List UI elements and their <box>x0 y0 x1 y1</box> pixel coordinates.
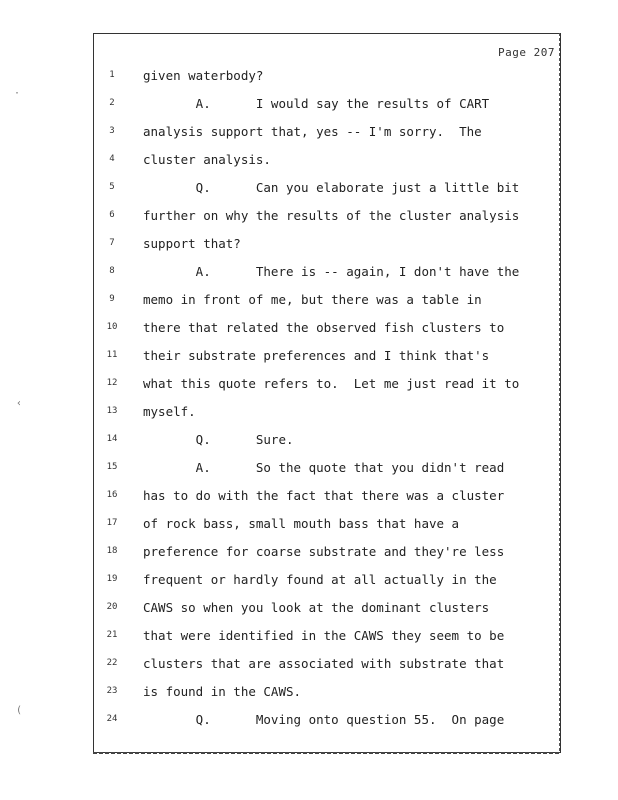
line-number: 23 <box>106 686 118 696</box>
line-number: 20 <box>106 602 118 612</box>
line-number: 11 <box>106 350 118 360</box>
left-margin-speck: ‹ <box>16 398 23 409</box>
transcript-line: frequent or hardly found at all actually in the <box>143 572 497 587</box>
line-number: 22 <box>106 658 118 668</box>
line-number: 14 <box>106 434 118 444</box>
transcript-line: A. There is -- again, I don't have the <box>143 264 520 279</box>
left-margin-speck: ( <box>16 705 23 716</box>
transcript-line: there that related the observed fish clusters to <box>143 320 505 335</box>
transcript-line: given waterbody? <box>143 68 264 83</box>
left-margin-speck: · <box>14 88 21 99</box>
line-number: 13 <box>106 406 118 416</box>
line-number: 4 <box>109 154 115 164</box>
transcript-line: A. I would say the results of CART <box>143 96 490 111</box>
transcript-line: support that? <box>143 236 241 251</box>
line-number: 15 <box>106 462 118 472</box>
right-margin-rule <box>559 33 560 753</box>
transcript-line: Q. Moving onto question 55. On page <box>143 712 505 727</box>
line-number: 19 <box>106 574 118 584</box>
transcript-page-frame <box>93 33 561 753</box>
line-number: 21 <box>106 630 118 640</box>
line-number: 9 <box>109 294 115 304</box>
line-number: 1 <box>109 70 115 80</box>
line-number: 24 <box>106 714 118 724</box>
transcript-line: what this quote refers to. Let me just read it to <box>143 376 520 391</box>
line-number: 12 <box>106 378 118 388</box>
line-number: 8 <box>109 266 115 276</box>
transcript-line: Q. Sure. <box>143 432 294 447</box>
transcript-line: is found in the CAWS. <box>143 684 302 699</box>
transcript-line: that were identified in the CAWS they seem to be <box>143 628 505 643</box>
line-number: 10 <box>106 322 118 332</box>
transcript-line: their substrate preferences and I think that's <box>143 348 490 363</box>
page-number: Page 207 <box>498 46 555 59</box>
bottom-margin-rule <box>93 752 561 754</box>
transcript-line: CAWS so when you look at the dominant clusters <box>143 600 490 615</box>
line-number: 6 <box>109 210 115 220</box>
transcript-line: Q. Can you elaborate just a little bit <box>143 180 520 195</box>
transcript-line: preference for coarse substrate and they're less <box>143 544 505 559</box>
line-number: 2 <box>109 98 115 108</box>
transcript-line: memo in front of me, but there was a table in <box>143 292 482 307</box>
line-number: 3 <box>109 126 115 136</box>
transcript-line: myself. <box>143 404 196 419</box>
transcript-line: cluster analysis. <box>143 152 271 167</box>
transcript-line: clusters that are associated with substrate that <box>143 656 505 671</box>
line-number: 18 <box>106 546 118 556</box>
transcript-line: A. So the quote that you didn't read <box>143 460 505 475</box>
line-number: 16 <box>106 490 118 500</box>
transcript-line: of rock bass, small mouth bass that have a <box>143 516 460 531</box>
line-number: 17 <box>106 518 118 528</box>
transcript-line: further on why the results of the cluster analysis <box>143 208 520 223</box>
transcript-line: analysis support that, yes -- I'm sorry. The <box>143 124 482 139</box>
transcript-line: has to do with the fact that there was a cluster <box>143 488 505 503</box>
line-number: 7 <box>109 238 115 248</box>
line-number: 5 <box>109 182 115 192</box>
